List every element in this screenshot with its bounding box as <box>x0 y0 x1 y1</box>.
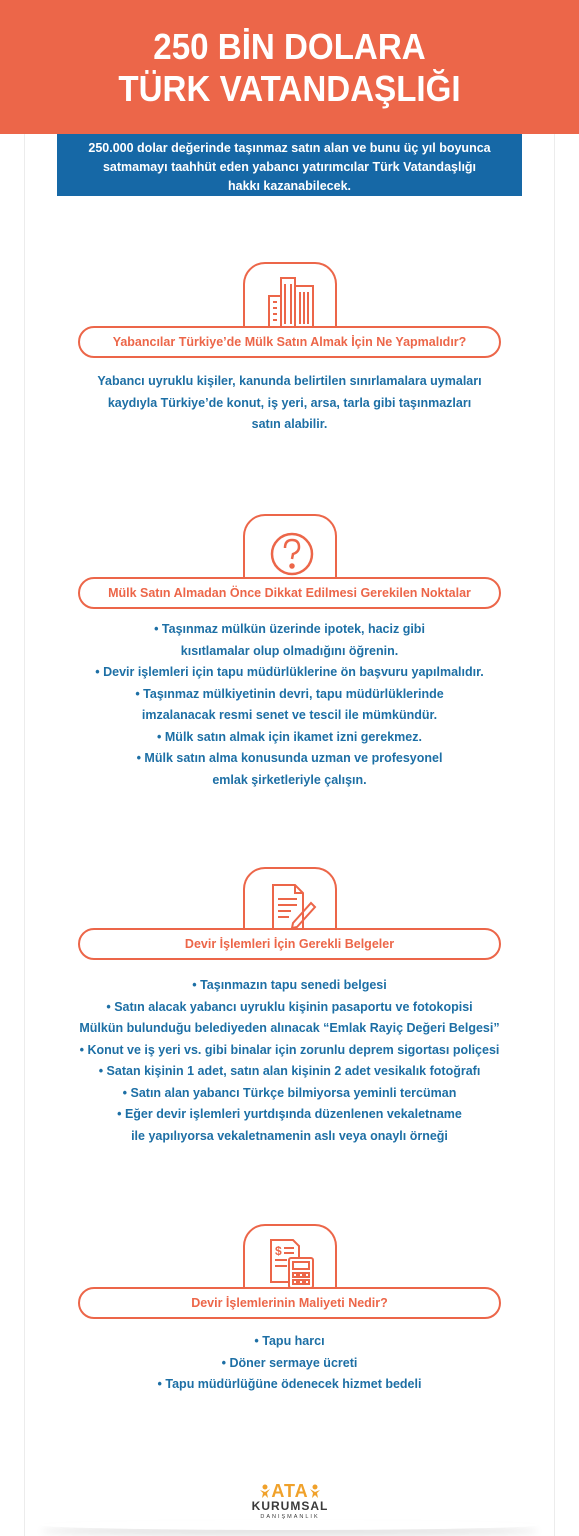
intro-line: hakkı kazanabilecek. <box>228 179 351 193</box>
body-line: • Eğer devir işlemleri yurtdışında düzenlenen vekaletname <box>117 1107 462 1121</box>
body-line: kısıtlamalar olup olmadığını öğrenin. <box>180 643 399 658</box>
body-line: • Taşınmaz mülkiyetinin devri, tapu müdürlüklerinde <box>135 686 444 701</box>
logo-name: KURUMSAL <box>251 1499 329 1513</box>
body-line: • Tapu müdürlüğüne ödenecek hizmet bedeli <box>157 1377 422 1391</box>
question-icon <box>267 526 317 582</box>
figure-right-icon <box>309 1484 321 1498</box>
page-title <box>23 26 556 110</box>
section-heading: Mülk Satın Almadan Önce Dikkat Edilmesi Gerekilen Noktalar <box>78 577 501 609</box>
section-heading: Devir İşlemleri İçin Gerekli Belgeler <box>78 928 501 960</box>
title-line-1: 250 BİN DOLARA <box>153 26 426 67</box>
bottom-shadow <box>40 1520 539 1530</box>
body-line: • Satan kişinin 1 adet, satın alan kişinin 2 adet vesikalık fotoğrafı <box>98 1064 481 1078</box>
body-line: • Satın alacak yabancı uyruklu kişinin pasaportu ve fotokopisi <box>106 999 473 1014</box>
body-line: • Tapu harcı <box>254 1334 325 1348</box>
body-line: Yabancı uyruklu kişiler, kanunda belirtilen sınırlamalara uymaları <box>97 374 482 388</box>
body-line: Mülkün bulunduğu belediyeden alınacak “Emlak Rayiç Değeri Belgesi” <box>79 1021 500 1035</box>
body-line: • Devir işlemleri için tapu müdürlüklerine ön başvuru yapılmalıdır. <box>95 665 484 679</box>
intro-line: 250.000 dolar değerinde taşınmaz satın alan ve bunu üç yıl boyunca <box>88 141 491 155</box>
body-line: imzalanacak resmi senet ve tescil ile mümkündür. <box>141 708 438 722</box>
body-line: • Döner sermaye ücreti <box>221 1355 358 1370</box>
intro-line: satmamayı taahhüt eden yabancı yatırımcılar Türk Vatandaşlığı <box>102 160 477 174</box>
figure-left-icon <box>259 1484 271 1498</box>
body-line: • Mülk satın alma konusunda uzman ve profesyonel <box>136 751 443 765</box>
body-line: satın alabilir. <box>251 417 328 431</box>
section-body <box>40 1331 539 1396</box>
body-line: • Mülk satın almak için ikamet izni gerekmez. <box>157 729 422 744</box>
calculator-invoice-icon <box>267 1236 317 1292</box>
document-pen-icon <box>267 879 317 935</box>
body-line: • Satın alan yabancı Türkçe bilmiyorsa yeminli tercüman <box>122 1085 457 1100</box>
body-line: • Taşınmaz mülkün üzerinde ipotek, haciz gibi <box>154 622 425 636</box>
body-line: emlak şirketleriyle çalışın. <box>212 772 367 787</box>
section-heading: Devir İşlemlerinin Maliyeti Nedir? <box>78 1287 501 1319</box>
section-heading: Yabancılar Türkiye’de Mülk Satın Almak İçin Ne Yapmalıdır? <box>78 326 501 358</box>
body-line: kaydıyla Türkiye’de konut, iş yeri, arsa, tarla gibi taşınmazları <box>107 395 472 410</box>
logo-tagline: DANIŞMANLIK <box>260 1514 320 1520</box>
section-body <box>40 619 539 791</box>
intro-box <box>57 134 522 196</box>
body-line: • Konut ve iş yeri vs. gibi binalar için zorunlu deprem sigortası poliçesi <box>79 1042 500 1057</box>
logo-brand <box>245 1482 335 1500</box>
svg-text:$: $ <box>275 1244 282 1258</box>
body-line: ile yapılıyorsa vekaletnamenin aslı veya onaylı örneği <box>131 1128 448 1143</box>
section-body <box>40 975 539 1147</box>
buildings-icon <box>267 274 317 330</box>
logo-brand-text: ATA <box>271 1481 309 1501</box>
title-line-2: TÜRK VATANDAŞLIĞI <box>118 68 461 109</box>
body-line: • Taşınmazın tapu senedi belgesi <box>192 978 387 992</box>
section-body <box>40 371 539 436</box>
